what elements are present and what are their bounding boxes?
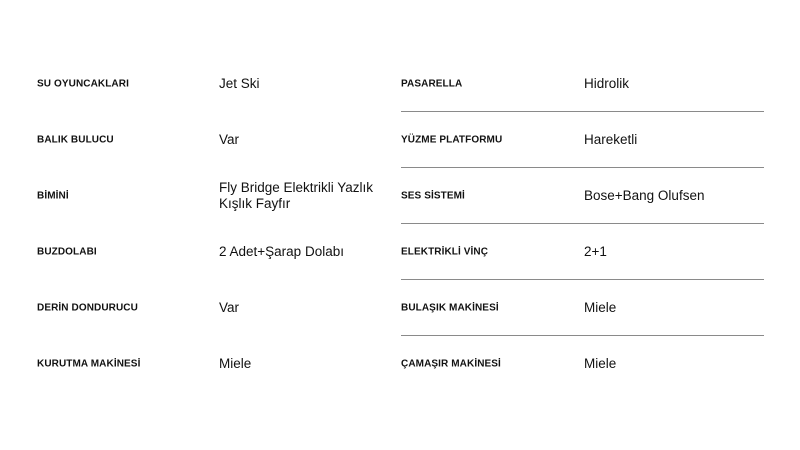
spec-row: [0, 336, 800, 392]
spec-label: ELEKTRİKLİ VİNÇ: [401, 246, 489, 258]
spec-label: KURUTMA MAKİNESİ: [37, 358, 141, 370]
spec-label: YÜZME PLATFORMU: [401, 134, 503, 146]
spec-row: [0, 168, 800, 224]
spec-value: Fly Bridge Elektrikli Yazlık Kışlık Fayfır: [219, 180, 374, 211]
spec-row: [0, 280, 800, 336]
spec-label: ÇAMAŞIR MAKİNESİ: [401, 358, 501, 370]
spec-value: Hareketli: [584, 132, 638, 147]
spec-label: SES SİSTEMİ: [401, 190, 465, 202]
spec-row: [0, 56, 800, 112]
spec-label: DERİN DONDURUCU: [37, 302, 138, 314]
spec-value: Jet Ski: [219, 76, 260, 91]
spec-label: PASARELLA: [401, 78, 463, 90]
spec-value: 2 Adet+Şarap Dolabı: [219, 244, 344, 259]
spec-label: BULAŞIK MAKİNESİ: [401, 302, 499, 314]
spec-label: BUZDOLABI: [37, 246, 97, 258]
spec-row: [0, 112, 800, 168]
spec-value: Miele: [584, 300, 617, 315]
spec-row: [0, 224, 800, 280]
spec-value: Bose+Bang Olufsen: [584, 188, 705, 203]
spec-label: SU OYUNCAKLARI: [37, 78, 129, 90]
spec-value: Var: [219, 132, 240, 147]
spec-label: BİMİNİ: [37, 190, 69, 202]
spec-value: Miele: [584, 356, 617, 371]
spec-value: Hidrolik: [584, 76, 630, 91]
specs-table: [0, 56, 800, 392]
spec-label: BALIK BULUCU: [37, 134, 114, 146]
spec-value: Var: [219, 300, 240, 315]
spec-value: 2+1: [584, 244, 607, 259]
spec-value: Miele: [219, 356, 252, 371]
